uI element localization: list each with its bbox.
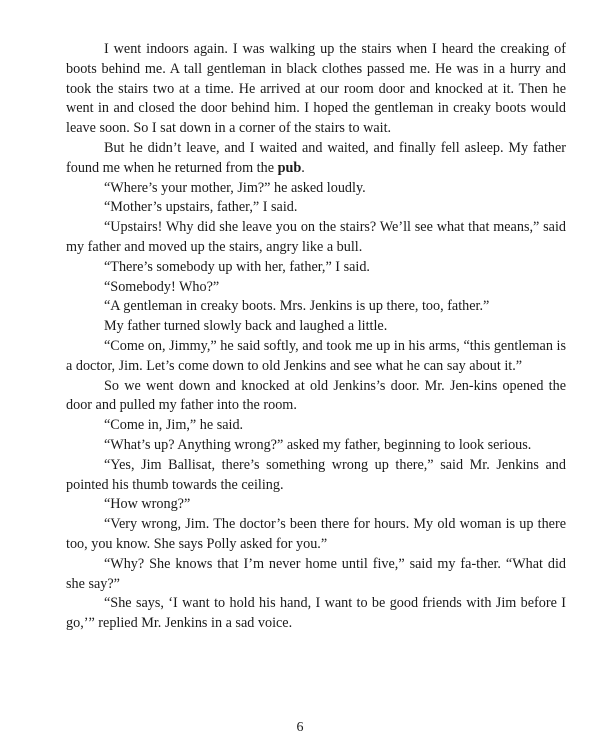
page-number: 6 [296, 720, 304, 735]
paragraph-17: “Why? She knows that I’m never home until five,” said my fa-ther. “What did she say?” [66, 555, 566, 592]
paragraph-10: “Come on, Jimmy,” he said softly, and took me up in his arms, “this gentleman is a doctor, Jim. Let’s come down to old Jenkins and see what he can say about it.” [66, 337, 566, 374]
paragraph-2-text-end: . [301, 159, 305, 176]
paragraph-2-text-start: But he didn’t leave, and I waited and waited, and finally fell asleep. My father found me when he returned from the [66, 139, 566, 176]
body-text [66, 40, 566, 634]
paragraph-12: “Come in, Jim,” he said. [104, 417, 244, 434]
paragraph-2 [66, 139, 566, 179]
paragraph-4: “Mother’s upstairs, father,” I said. [104, 199, 298, 216]
glossary-word-pub: pub [277, 159, 302, 176]
paragraph-11: So we went down and knocked at old Jenkins’s door. Mr. Jen-kins opened the door and pulled my father into the room. [66, 377, 566, 414]
paragraph-9: My father turned slowly back and laughed a little. [104, 318, 388, 335]
paragraph-6: “There’s somebody up with her, father,” I said. [104, 258, 370, 275]
paragraph-1: I went indoors again. I was walking up the stairs when I heard the creaking of boots behind me. A tall gentleman in black clothes passed me. He was in a hurry and took the stairs two at a time. He arrived at our room door and knocked at it. Then he went in and closed the door behind him. I hoped the gentleman in creaky boots would leave soon. So I sat down in a corner of the stairs to wait. [66, 41, 566, 137]
paragraph-18: “She says, ‘I want to hold his hand, I want to be good friends with Jim before I go,’” replied Mr. Jenkins in a sad voice. [66, 595, 566, 632]
paragraph-8: “A gentleman in creaky boots. Mrs. Jenkins is up there, too, father.” [104, 298, 490, 315]
paragraph-5: “Upstairs! Why did she leave you on the stairs? We’ll see what that means,” said my father and moved up the stairs, angry like a bull. [66, 219, 566, 255]
paragraph-13: “What’s up? Anything wrong?” asked my father, beginning to look serious. [104, 436, 532, 453]
paragraph-3: “Where’s your mother, Jim?” he asked loudly. [104, 179, 366, 196]
paragraph-7: “Somebody! Who?” [104, 278, 220, 295]
paragraph-15: “How wrong?” [104, 496, 191, 513]
paragraph-16: “Very wrong, Jim. The doctor’s been there for hours. My old woman is up there too, you know. She says Polly asked for you.” [66, 516, 566, 552]
paragraph-14: “Yes, Jim Ballisat, there’s something wrong up there,” said Mr. Jenkins and pointed his thumb towards the ceiling. [66, 456, 566, 493]
